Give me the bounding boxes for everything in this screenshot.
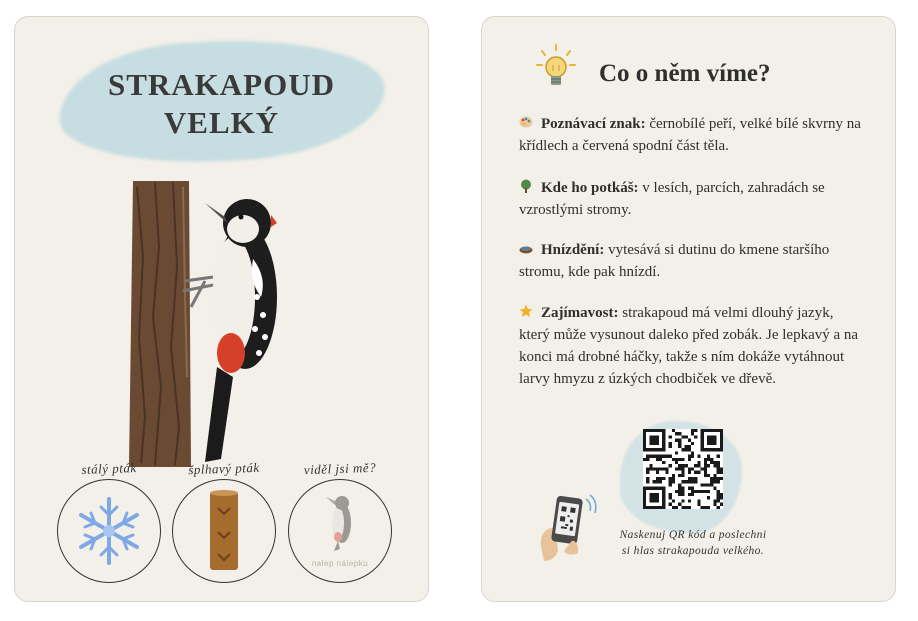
qr-caption-line: si hlas strakapouda velkého. xyxy=(621,545,765,557)
fact-habitat xyxy=(519,177,867,221)
info-card-front xyxy=(14,16,429,602)
badge-caption-climber: šplhavý pták xyxy=(188,459,260,478)
fact-text: strakapoud má velmi dlouhý jazyk, který může vysunout daleko před zobák. Je lepkavý a na konci má drobné háčky, takže s ním dokáže vytáhnout larvy hmyzu z úzkých chodbiček ve dřevě. xyxy=(519,305,859,387)
fact-text: černobílé peří, velké bílé skvrny na křídlech a červená spodní část těla. xyxy=(519,116,861,154)
tree-icon xyxy=(519,179,533,193)
facts-heading: Co o něm víme? xyxy=(599,60,771,87)
nest-icon xyxy=(519,241,533,255)
fact-text: v lesích, parcích, zahradách se vzrostlými stromy. xyxy=(519,180,825,218)
lightbulb-icon xyxy=(534,43,578,93)
fact-curiosity xyxy=(519,302,867,390)
woodpecker-icon xyxy=(320,493,360,551)
badge-caption-resident: stálý pták xyxy=(81,460,137,477)
palette-icon xyxy=(519,115,533,129)
fact-label: Zajímavost: xyxy=(541,305,619,321)
log-icon xyxy=(204,488,244,574)
resident-bird-badge xyxy=(57,479,161,583)
card-title-second-line: VELKÝ xyxy=(163,105,280,140)
fact-nesting xyxy=(519,239,867,283)
qr-caption xyxy=(590,527,796,559)
info-card-back xyxy=(481,16,896,602)
star-icon xyxy=(519,304,533,318)
fact-text: vytesává si dutinu do kmene staršího stromu, kde pak hnízdí. xyxy=(519,242,830,280)
woodpecker-illustration xyxy=(125,177,305,467)
sticker-placeholder-text: nalep nálepku xyxy=(311,559,369,568)
fact-label: Kde ho potkáš: xyxy=(541,180,639,196)
fact-identification xyxy=(519,113,867,157)
climbing-bird-badge xyxy=(172,479,276,583)
sticker-badge[interactable] xyxy=(288,479,392,583)
badge-caption-seen: viděl jsi mě? xyxy=(303,459,377,478)
snowflake-icon xyxy=(73,495,145,567)
qr-code[interactable] xyxy=(643,429,723,509)
fact-label: Hnízdění: xyxy=(541,242,605,258)
fact-label: Poznávací znak: xyxy=(541,116,646,132)
qr-caption-line: Naskenuj QR kód a poslechni xyxy=(619,529,767,541)
card-title: STRAKAPOUD xyxy=(107,67,335,102)
